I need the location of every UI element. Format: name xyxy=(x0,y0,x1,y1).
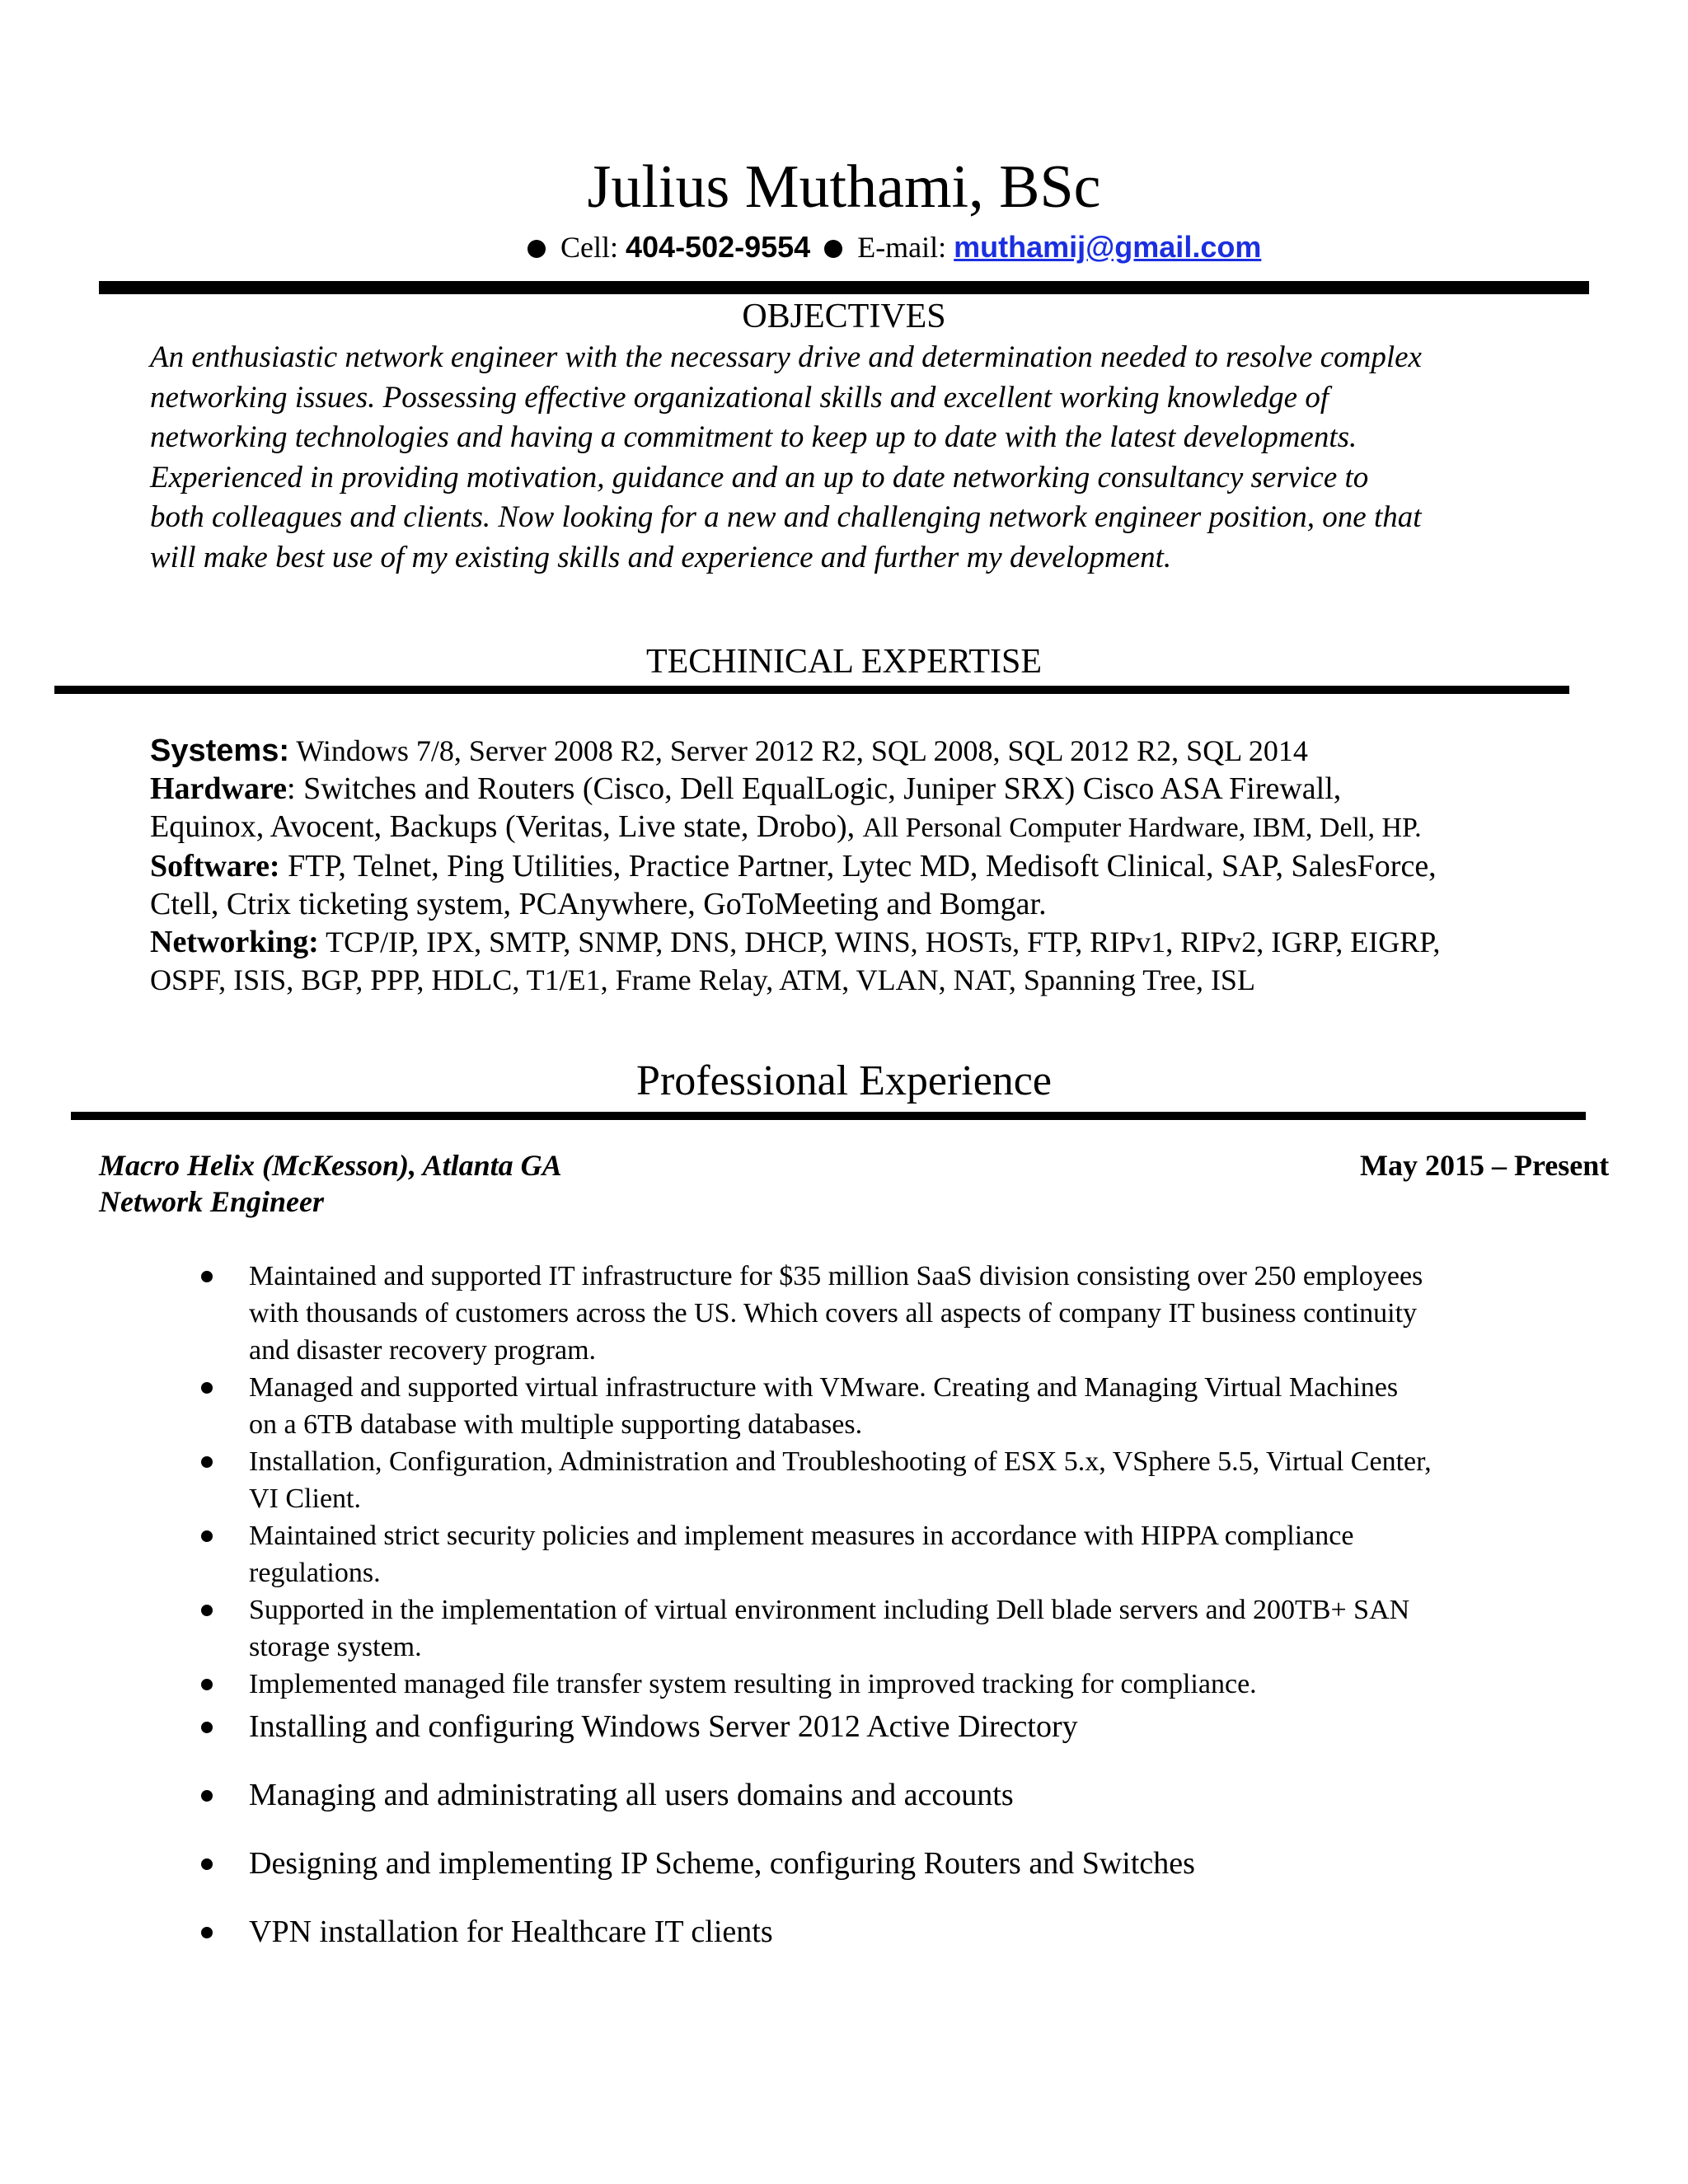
software-line-2: Ctell, Ctrix ticketing system, PCAnywhere, GoToMeeting and Bomgar. xyxy=(150,887,1047,921)
bullet-icon xyxy=(201,1722,213,1733)
networking-text: TCP/IP, IPX, SMTP, SNMP, DNS, DHCP, WINS, HOSTs, FTP, RIPv1, RIPv2, IGRP, EIGRP, xyxy=(318,926,1441,958)
job-header xyxy=(99,1147,562,1220)
technical-heading: TECHINICAL EXPERTISE xyxy=(645,643,1043,681)
objective-line: will make best use of my existing skills and experience and further my development. xyxy=(150,540,1172,574)
email-label: E-mail: xyxy=(857,231,947,264)
list-item xyxy=(201,1774,1619,1816)
bullet-line: Installation, Configuration, Administration and Troubleshooting of ESX 5.x, VSphere 5.5, Virtual Center, xyxy=(249,1446,1432,1477)
bullet-line: regulations. xyxy=(249,1558,381,1588)
list-item xyxy=(201,1591,1619,1666)
resume-name: Julius Muthami, BSc xyxy=(587,153,1101,221)
bullet-icon xyxy=(201,1790,213,1802)
systems-label: Systems: xyxy=(150,733,289,768)
bullet-icon xyxy=(201,1456,213,1468)
bullet-line: Designing and implementing IP Scheme, configuring Routers and Switches xyxy=(249,1846,1195,1881)
list-item xyxy=(201,1706,1619,1747)
bullet-icon xyxy=(201,1271,213,1282)
list-item xyxy=(201,1369,1619,1443)
job-dates: May 2015 – Present xyxy=(1360,1149,1610,1182)
hardware-label: Hardware xyxy=(150,771,288,806)
hardware-line-2 xyxy=(150,808,1440,847)
list-item xyxy=(201,1843,1619,1884)
objective-line: Experienced in providing motivation, guidance and an up to date networking consultancy service to xyxy=(150,460,1369,494)
bullet-icon xyxy=(201,1382,213,1394)
bullet-icon xyxy=(528,240,546,258)
job-role: Network Engineer xyxy=(99,1185,325,1218)
objectives-heading: OBJECTIVES xyxy=(742,298,946,335)
bullet-line: Installing and configuring Windows Server 2012 Active Directory xyxy=(249,1709,1078,1744)
bullet-line: VPN installation for Healthcare IT clients xyxy=(249,1915,773,1949)
objective-line: networking issues. Possessing effective organizational skills and excellent working knowledge of xyxy=(150,380,1329,415)
email-link[interactable]: muthamij@gmail.com xyxy=(954,230,1262,264)
systems-text: Windows 7/8, Server 2008 R2, Server 2012 R2, SQL 2008, SQL 2012 R2, SQL 2014 xyxy=(288,734,1308,767)
list-item xyxy=(201,1517,1619,1591)
bullet-line: Maintained and supported IT infrastructure for $35 million SaaS division consisting over 250 employees xyxy=(249,1261,1423,1291)
bullet-icon xyxy=(201,1530,213,1542)
bullet-line: Maintained strict security policies and implement measures in accordance with HIPPA compliance xyxy=(249,1521,1354,1551)
technical-expertise-list xyxy=(150,732,1440,999)
software-label: Software: xyxy=(150,849,280,883)
systems-line xyxy=(150,732,1440,770)
networking-line xyxy=(150,923,1440,961)
bullet-icon xyxy=(824,240,842,258)
software-text: FTP, Telnet, Ping Utilities, Practice Partner, Lytec MD, Medisoft Clinical, SAP, SalesForce, xyxy=(279,849,1437,883)
bullet-line: and disaster recovery program. xyxy=(249,1335,597,1366)
bullet-line: Supported in the implementation of virtual environment including Dell blade servers and 200TB+ SAN xyxy=(249,1595,1410,1625)
bullet-icon xyxy=(201,1858,213,1870)
networking-line-2: OSPF, ISIS, BGP, PPP, HDLC, T1/E1, Frame Relay, ATM, VLAN, NAT, Spanning Tree, ISL xyxy=(150,963,1255,996)
experience-divider xyxy=(71,1112,1586,1120)
bullet-line: with thousands of customers across the US. Which covers all aspects of company IT business continuity xyxy=(249,1298,1418,1329)
list-item xyxy=(201,1911,1619,1952)
contact-line xyxy=(528,229,1261,265)
bullet-line: VI Client. xyxy=(249,1483,361,1514)
list-item xyxy=(201,1666,1619,1703)
hardware-line xyxy=(150,770,1440,808)
bullet-icon xyxy=(201,1679,213,1690)
objectives-text xyxy=(150,338,1568,579)
header-divider xyxy=(99,281,1589,294)
list-item xyxy=(201,1258,1619,1369)
bullet-line: Managed and supported virtual infrastructure with VMware. Creating and Managing Virtual Machines xyxy=(249,1372,1399,1403)
hardware-text-2a: Equinox, Avocent, Backups (Veritas, Live state, Drobo), xyxy=(150,809,863,844)
cell-number: 404-502-9554 xyxy=(626,230,811,264)
bullet-icon xyxy=(201,1927,213,1938)
cell-label: Cell: xyxy=(560,231,618,264)
hardware-text: : Switches and Routers (Cisco, Dell EqualLogic, Juniper SRX) Cisco ASA Firewall, xyxy=(287,771,1342,806)
objective-line: both colleagues and clients. Now looking for a new and challenging network engineer position, one that xyxy=(150,500,1422,535)
bullet-line: Implemented managed file transfer system resulting in improved tracking for compliance. xyxy=(249,1669,1257,1699)
bullet-line: Managing and administrating all users domains and accounts xyxy=(249,1778,1014,1812)
hardware-text-2b: All Personal Computer Hardware, IBM, Dell, HP. xyxy=(862,813,1422,843)
job-company: Macro Helix (McKesson), Atlanta GA xyxy=(99,1149,562,1182)
experience-heading: Professional Experience xyxy=(636,1057,1052,1104)
technical-divider xyxy=(54,686,1569,694)
job-bullet-list xyxy=(201,1258,1619,1980)
bullet-icon xyxy=(201,1605,213,1616)
bullet-line: on a 6TB database with multiple supporting databases. xyxy=(249,1409,863,1440)
list-item xyxy=(201,1443,1619,1517)
software-line xyxy=(150,847,1440,885)
objective-line: networking technologies and having a commitment to keep up to date with the latest developments. xyxy=(150,420,1357,455)
networking-label: Networking: xyxy=(150,925,319,959)
bullet-line: storage system. xyxy=(249,1632,422,1662)
objective-line: An enthusiastic network engineer with the necessary drive and determination needed to resolve complex xyxy=(150,340,1422,374)
